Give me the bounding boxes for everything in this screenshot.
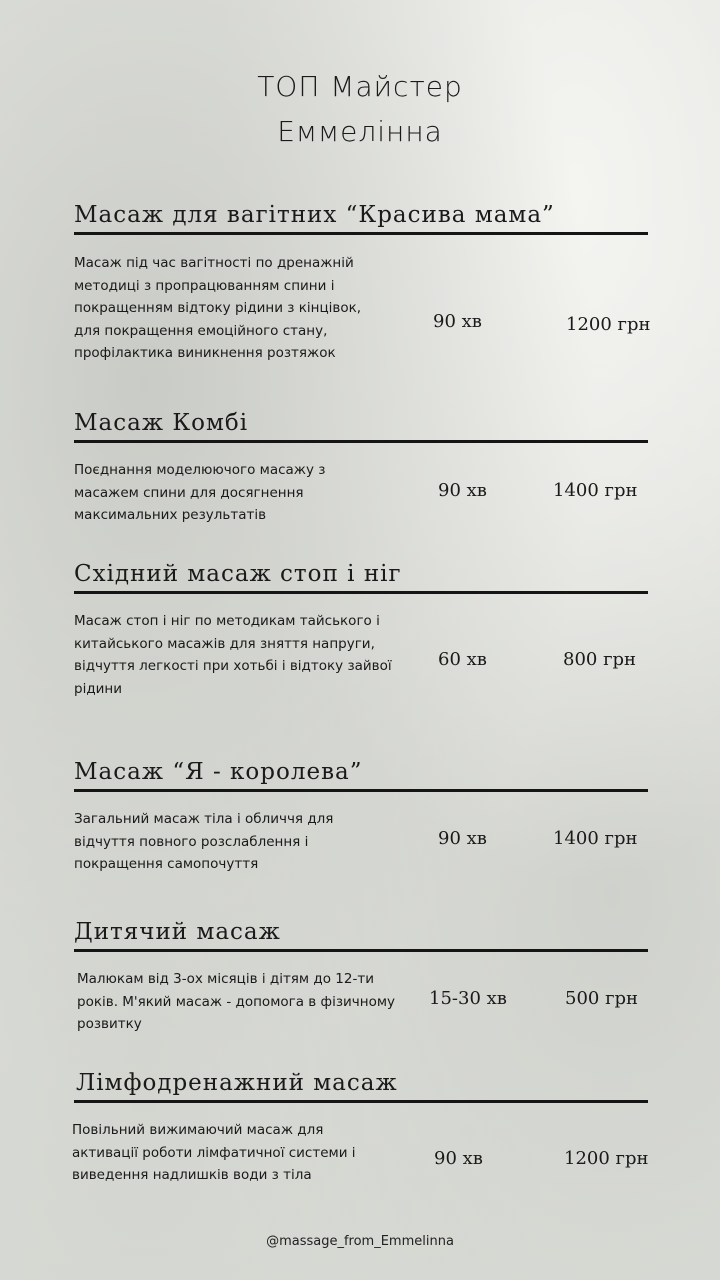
section-divider xyxy=(74,789,648,792)
service-price: 1200 грн xyxy=(566,314,651,335)
service-price: 1400 грн xyxy=(553,828,638,849)
service-duration: 90 хв xyxy=(438,480,487,501)
service-title: Масаж “Я - королева” xyxy=(74,759,363,785)
service-title: Східний масаж стоп і ніг xyxy=(74,561,402,587)
service-section-children xyxy=(74,917,648,952)
service-title: Дитячий масаж xyxy=(74,919,281,945)
service-description: Масаж під час вагітності по дренажній методиці з пропрацюванням спини і покращенням відтоку рідини з кінцівок, для покращення емоційного стану, профілактика виникнення розтяжок xyxy=(74,255,362,361)
page-title-line-2: Еммелінна xyxy=(277,115,443,148)
section-divider xyxy=(74,440,648,443)
page-title-line-1: ТОП Майстер xyxy=(257,70,463,103)
service-price: 800 грн xyxy=(563,649,637,670)
service-description: Масаж стоп і ніг по методикам тайського і китайського масажів для зняття напруги, відчуття легкості при хотьбі і відтоку зайвої рідини xyxy=(74,613,392,697)
service-price: 500 грн xyxy=(565,988,639,1009)
service-duration: 90 хв xyxy=(434,1148,483,1169)
service-duration: 15-30 хв xyxy=(429,988,507,1009)
service-section-lymph xyxy=(74,1068,648,1103)
section-divider xyxy=(74,232,648,235)
service-duration: 60 хв xyxy=(438,649,487,670)
service-section-queen xyxy=(74,757,648,792)
service-section-feet xyxy=(74,559,648,594)
service-description: Повільний вижимаючий масаж для активації роботи лімфатичної системи і виведення надлишків води з тіла xyxy=(72,1122,356,1183)
section-divider xyxy=(74,591,648,594)
service-section-pregnancy xyxy=(74,200,648,235)
service-description: Поєднання моделюючого масажу з масажем спини для досягнення максимальних результатів xyxy=(74,462,326,523)
service-title: Лімфодренажний масаж xyxy=(76,1070,398,1096)
service-description: Загальний масаж тіла і обличчя для відчуття повного розслаблення і покращення самопочуття xyxy=(74,811,334,872)
service-price: 1200 грн xyxy=(564,1148,649,1169)
section-divider xyxy=(74,1100,648,1103)
instagram-handle: @massage_from_Emmelinna xyxy=(266,1234,454,1249)
service-duration: 90 хв xyxy=(433,311,482,332)
service-title: Масаж для вагітних “Красива мама” xyxy=(74,202,555,228)
service-section-combi xyxy=(74,408,648,443)
section-divider xyxy=(74,949,648,952)
service-title: Масаж Комбі xyxy=(74,410,249,436)
service-description: Малюкам від 3-ох місяців і дітям до 12-ти років. М'який масаж - допомога в фізичному розвитку xyxy=(77,971,396,1032)
service-duration: 90 хв xyxy=(438,828,487,849)
service-price: 1400 грн xyxy=(553,480,638,501)
